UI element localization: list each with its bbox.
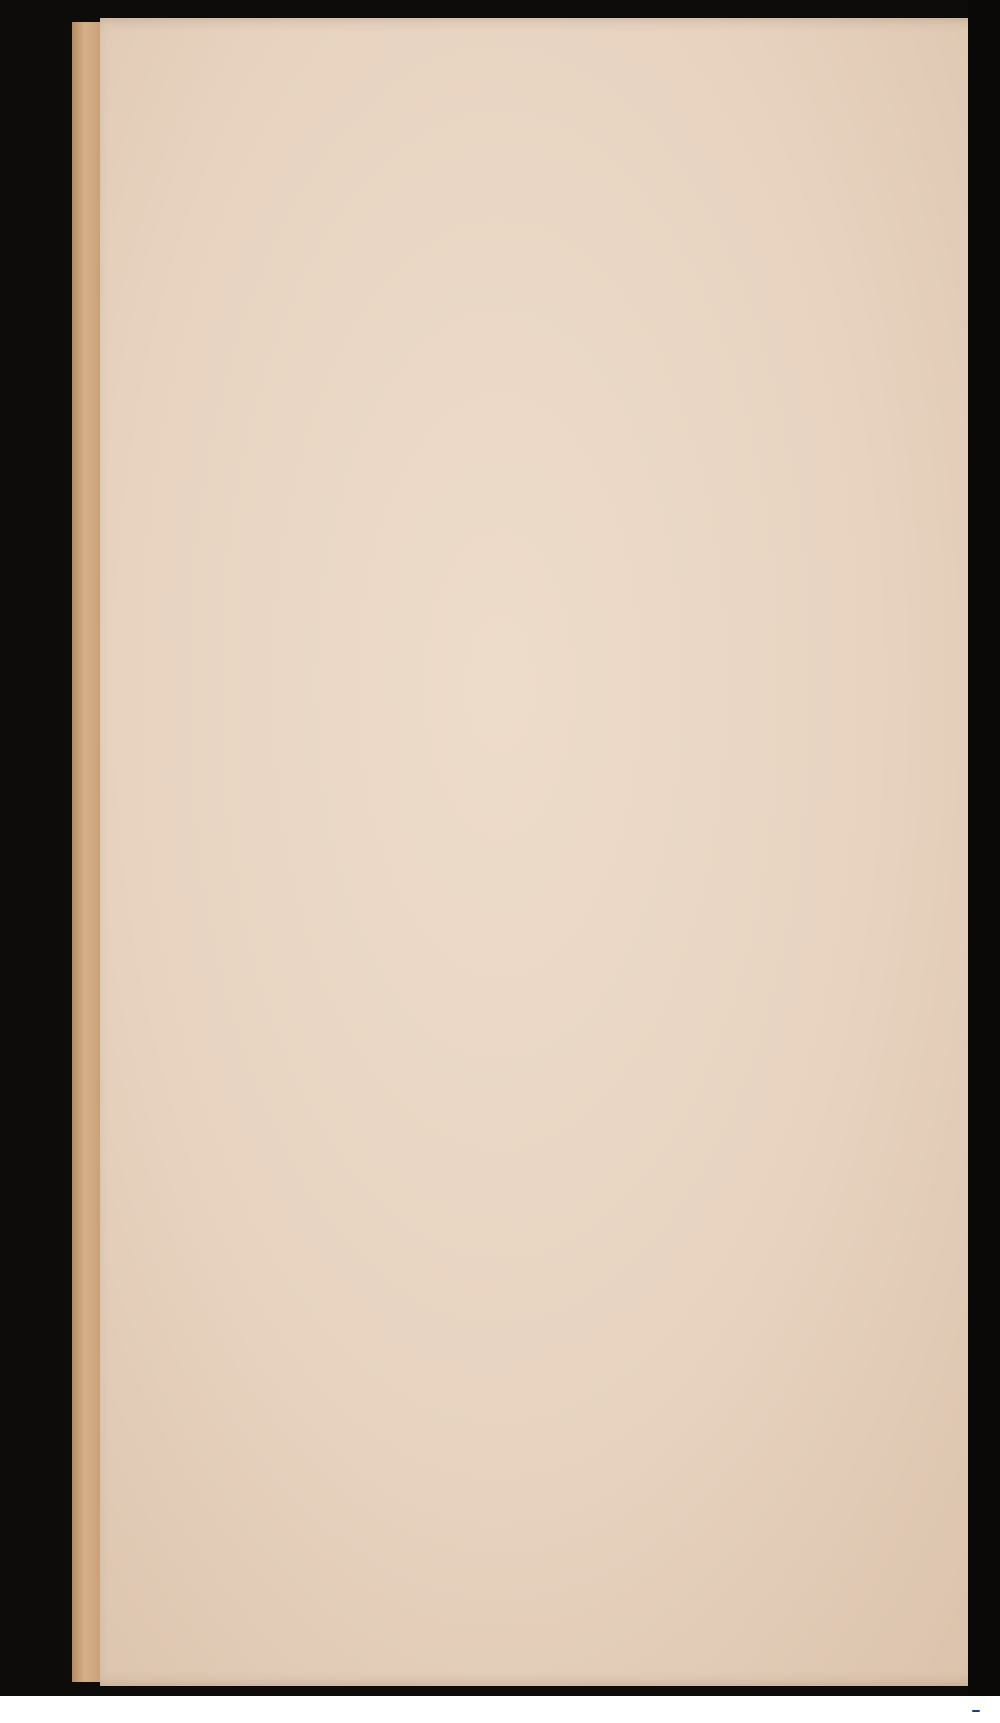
verse-line (284, 896, 974, 944)
dfg-logo (972, 1710, 980, 1712)
verse-line (284, 752, 974, 800)
ornamental-border-top (210, 104, 970, 164)
verse-line (284, 320, 974, 368)
ornamental-border-left (208, 162, 272, 1412)
ornamental-border-bottom (210, 1406, 970, 1526)
verse-line (284, 224, 974, 272)
verse-line (284, 1040, 974, 1088)
verse-line (284, 1088, 974, 1136)
verse-line (284, 416, 974, 464)
verse-line (284, 800, 974, 848)
verse-line (284, 608, 974, 656)
verse-line (284, 656, 974, 704)
verse-line (284, 992, 974, 1040)
verse-line (284, 704, 974, 752)
verse-line (284, 272, 974, 320)
footer-strip (0, 1696, 1000, 1723)
verse-line (284, 848, 974, 896)
funding-note (968, 1701, 980, 1716)
hymn-verses (284, 176, 974, 1136)
verse-line (284, 512, 974, 560)
verse-line (284, 368, 974, 416)
verse-line (284, 560, 974, 608)
verse-line (284, 464, 974, 512)
verse-line (284, 176, 974, 224)
verse-line (284, 944, 974, 992)
